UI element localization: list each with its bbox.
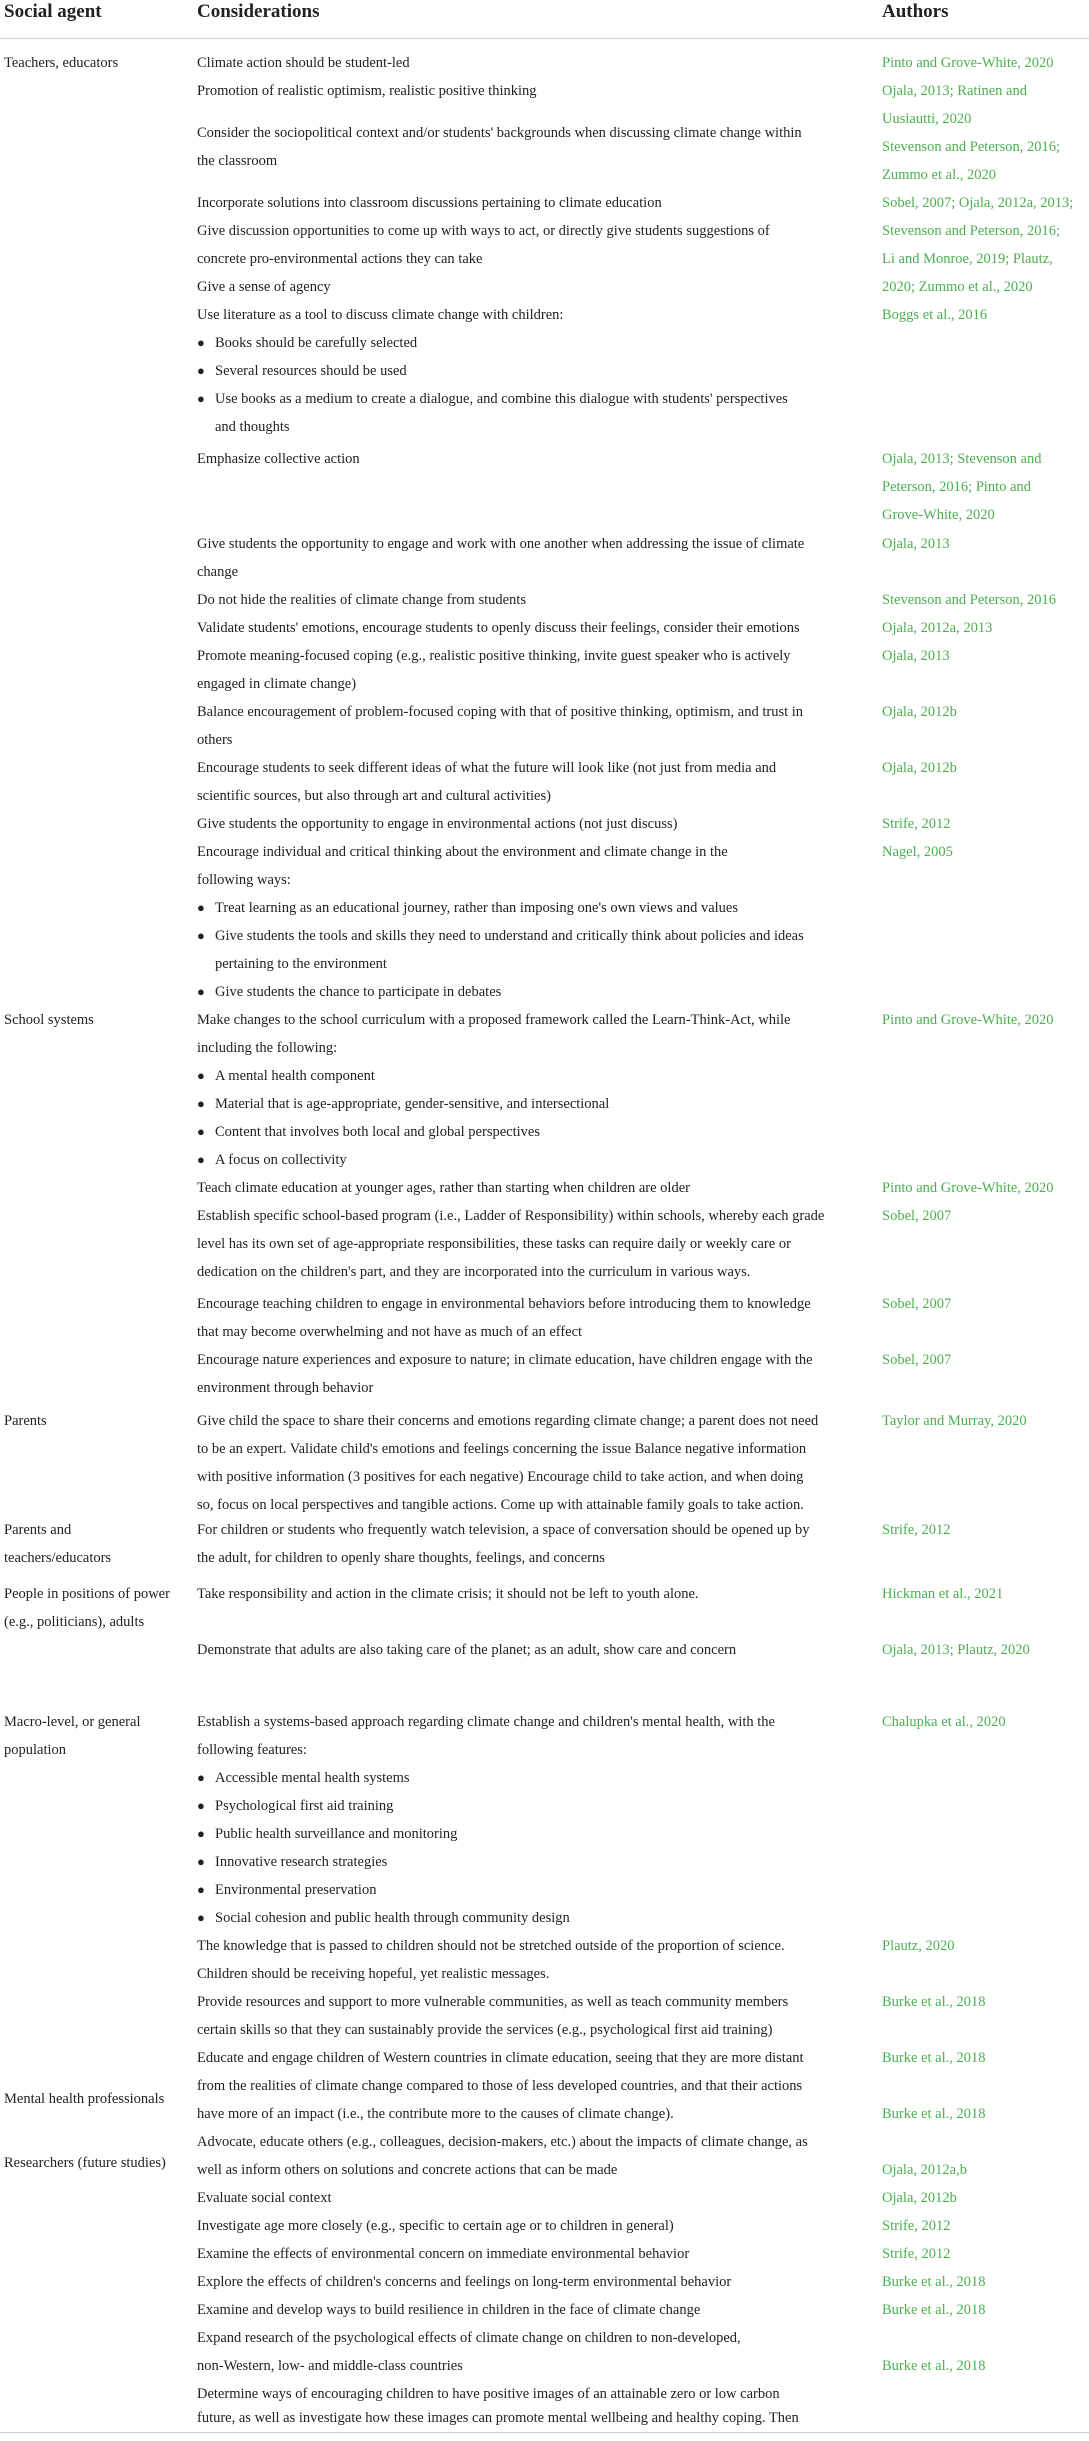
author-citation: Ojala, 2012b: [882, 2190, 957, 2206]
bullet-icon: ●: [197, 1826, 205, 1841]
author-citation: Stevenson and Peterson, 2016: [882, 592, 1056, 608]
author-citation: Pinto and Grove-White, 2020: [882, 55, 1054, 71]
author-citation: Hickman et al., 2021: [882, 1586, 1004, 1602]
author-citation: Ojala, 2013: [882, 648, 950, 664]
consideration-line: Balance encouragement of problem-focused coping with that of positive thinking, optimism, and trust in: [197, 704, 804, 720]
consideration-bullet: ● A focus on collectivity: [197, 1146, 875, 1174]
consideration-line: Incorporate solutions into classroom discussions pertaining to climate education: [197, 195, 662, 211]
consideration-line: Encourage students to seek different ideas of what the future will look like (not just from media and: [197, 760, 777, 776]
consideration-line: Give students the opportunity to engage in environmental actions (not just discuss): [197, 816, 678, 832]
consideration-line: Climate action should be student-led: [197, 55, 410, 71]
author-citation: Chalupka et al., 2020: [882, 1714, 1006, 1730]
consideration-line: Explore the effects of children's concerns and feelings on long-term environmental behavior: [197, 2274, 732, 2290]
author-citation: Strife, 2012: [882, 1522, 951, 1538]
author-citation: Stevenson and Peterson, 2016;: [882, 139, 1061, 155]
author-citation: Sobel, 2007: [882, 1352, 952, 1368]
author-citation: Nagel, 2005: [882, 844, 953, 860]
consideration-line: the adult, for children to openly share thoughts, feelings, and concerns: [197, 1550, 605, 1566]
consideration-bullet-cont: pertaining to the environment: [215, 956, 387, 972]
consideration-line: Give child the space to share their concerns and emotions regarding climate change; a parent does not need: [197, 1413, 819, 1429]
agent-school-systems: School systems: [4, 1012, 94, 1028]
bullet-icon: ●: [197, 1124, 205, 1139]
agent-parents-teachers: Parents and: [4, 1522, 72, 1538]
header-authors: Authors: [882, 1, 949, 22]
header-divider: [0, 38, 1089, 39]
author-citation: Strife, 2012: [882, 2246, 951, 2262]
consideration-line: Consider the sociopolitical context and/or students' backgrounds when discussing climate change within: [197, 125, 802, 141]
consideration-line: Evaluate social context: [197, 2190, 332, 2206]
consideration-bullet: ● Give students the tools and skills they need to understand and critically think about policies and ideas: [197, 922, 875, 950]
consideration-line: future, as well as investigate how these images can promote mental wellbeing and healthy coping. Then: [197, 2410, 799, 2426]
consideration-line: engaged in climate change): [197, 676, 357, 692]
bullet-icon: ●: [197, 1854, 205, 1869]
author-citation: Sobel, 2007; Ojala, 2012a, 2013;: [882, 195, 1074, 211]
consideration-line: including the following:: [197, 1040, 338, 1056]
author-citation: Strife, 2012: [882, 2218, 951, 2234]
consideration-line: certain skills so that they can sustainably provide the services (e.g., psychological first aid training): [197, 2022, 773, 2038]
consideration-line: change: [197, 564, 239, 580]
consideration-line: from the realities of climate change compared to those of less developed countries, and that their actions: [197, 2078, 803, 2094]
consideration-line: Establish a systems-based approach regarding climate change and children's mental health, with the: [197, 1714, 775, 1730]
consideration-line: Establish specific school-based program (i.e., Ladder of Responsibility) within schools, whereby each grade: [197, 1208, 825, 1224]
consideration-line: Give discussion opportunities to come up with ways to act, or directly give students suggestions of: [197, 223, 770, 239]
consideration-line: have more of an impact (i.e., the contribute more to the causes of climate change).: [197, 2106, 674, 2122]
consideration-bullet: ● Environmental preservation: [197, 1876, 875, 1904]
consideration-line: Advocate, educate others (e.g., colleagues, decision-makers, etc.) about the impacts of climate change, as: [197, 2134, 808, 2150]
consideration-line: to be an expert. Validate child's emotions and feelings concerning the issue Balance negative information: [197, 1441, 807, 1457]
consideration-line: Emphasize collective action: [197, 451, 360, 467]
consideration-line: Make changes to the school curriculum with a proposed framework called the Learn-Think-Act, while: [197, 1012, 791, 1028]
author-citation: Pinto and Grove-White, 2020: [882, 1180, 1054, 1196]
consideration-line: so, focus on local perspectives and tangible actions. Come up with attainable family goals to take action.: [197, 1497, 804, 1513]
consideration-line: Encourage teaching children to engage in environmental behaviors before introducing them to knowledge: [197, 1296, 811, 1312]
consideration-bullet: ● Social cohesion and public health through community design: [197, 1904, 875, 1932]
bullet-icon: ●: [197, 900, 205, 915]
consideration-line: environment through behavior: [197, 1380, 374, 1396]
consideration-line: Provide resources and support to more vulnerable communities, as well as teach community members: [197, 1994, 789, 2010]
agent-mental-health: Mental health professionals: [4, 2091, 165, 2107]
consideration-line: with positive information (3 positives for each negative) Encourage child to take action, and when doing: [197, 1469, 804, 1485]
consideration-line: Encourage nature experiences and exposure to nature; in climate education, have children engage with the: [197, 1352, 813, 1368]
author-citation: Pinto and Grove-White, 2020: [882, 1012, 1054, 1028]
author-citation: Ojala, 2013: [882, 536, 950, 552]
bullet-icon: ●: [197, 335, 205, 350]
bullet-icon: ●: [197, 1910, 205, 1925]
agent-parents-teachers-cont: teachers/educators: [4, 1550, 112, 1566]
consideration-bullet: ● A mental health component: [197, 1062, 875, 1090]
consideration-line: For children or students who frequently watch television, a space of conversation should be opened up by: [197, 1522, 810, 1538]
author-citation: Burke et al., 2018: [882, 2302, 986, 2318]
author-citation: Li and Monroe, 2019; Plautz,: [882, 251, 1053, 267]
agent-people-in-power-cont: (e.g., politicians), adults: [4, 1614, 145, 1630]
author-citation: Ojala, 2013; Ratinen and: [882, 83, 1027, 99]
consideration-line: the classroom: [197, 153, 278, 169]
consideration-line: dedication on the children's part, and they are incorporated into the curriculum in various ways.: [197, 1264, 751, 1280]
author-citation: Ojala, 2013; Plautz, 2020: [882, 1642, 1030, 1658]
consideration-bullet: ● Treat learning as an educational journey, rather than imposing one's own views and values: [197, 894, 875, 922]
consideration-line: following ways:: [197, 872, 291, 888]
header-considerations: Considerations: [197, 1, 320, 22]
consideration-bullet: ● Public health surveillance and monitoring: [197, 1820, 875, 1848]
author-citation: Burke et al., 2018: [882, 2274, 986, 2290]
consideration-line: Take responsibility and action in the climate crisis; it should not be left to youth alone.: [197, 1586, 699, 1602]
consideration-line: well as inform others on solutions and concrete actions that can be made: [197, 2162, 618, 2178]
consideration-line: Children should be receiving hopeful, yet realistic messages.: [197, 1966, 550, 1982]
author-citation: Uusiautti, 2020: [882, 111, 972, 127]
agent-parents: Parents: [4, 1413, 47, 1429]
consideration-line: Demonstrate that adults are also taking care of the planet; as an adult, show care and concern: [197, 1642, 737, 1658]
agent-macro-level: Macro-level, or general: [4, 1714, 141, 1730]
consideration-line: Educate and engage children of Western countries in climate education, seeing that they are more distant: [197, 2050, 804, 2066]
consideration-bullet: ● Books should be carefully selected: [197, 329, 875, 357]
author-citation: Ojala, 2012a, 2013: [882, 620, 993, 636]
bullet-icon: ●: [197, 1770, 205, 1785]
consideration-line: Give students the opportunity to engage and work with one another when addressing the issue of climate: [197, 536, 805, 552]
consideration-line: Determine ways of encouraging children to have positive images of an attainable zero or low carbon: [197, 2386, 780, 2402]
consideration-line: Expand research of the psychological effects of climate change on children to non-developed,: [197, 2330, 741, 2346]
author-citation: Stevenson and Peterson, 2016;: [882, 223, 1061, 239]
consideration-line: Teach climate education at younger ages, rather than starting when children are older: [197, 1180, 690, 1196]
consideration-line: Give a sense of agency: [197, 279, 331, 295]
agent-teachers: Teachers, educators: [4, 55, 119, 71]
agent-macro-level-cont: population: [4, 1742, 67, 1758]
bullet-icon: ●: [197, 1152, 205, 1167]
bullet-icon: ●: [197, 1798, 205, 1813]
consideration-line: Encourage individual and critical thinking about the environment and climate change in the: [197, 844, 728, 860]
author-citation: Ojala, 2013; Stevenson and: [882, 451, 1042, 467]
bullet-icon: ●: [197, 928, 205, 943]
author-citation: Ojala, 2012b: [882, 704, 957, 720]
author-citation: Sobel, 2007: [882, 1208, 952, 1224]
consideration-line: that may become overwhelming and not have as much of an effect: [197, 1324, 583, 1340]
author-citation: Burke et al., 2018: [882, 1994, 986, 2010]
consideration-bullet: ● Material that is age-appropriate, gender-sensitive, and intersectional: [197, 1090, 875, 1118]
consideration-bullet: ● Innovative research strategies: [197, 1848, 875, 1876]
consideration-line: The knowledge that is passed to children should not be stretched outside of the proportion of science.: [197, 1938, 785, 1954]
bullet-icon: ●: [197, 1068, 205, 1083]
consideration-bullet: ● Content that involves both local and global perspectives: [197, 1118, 875, 1146]
bullet-icon: ●: [197, 363, 205, 378]
consideration-bullet: ● Accessible mental health systems: [197, 1764, 875, 1792]
consideration-line: Promote meaning-focused coping (e.g., realistic positive thinking, invite guest speaker who is actively: [197, 648, 791, 664]
author-citation: Zummo et al., 2020: [882, 167, 996, 183]
author-citation: Burke et al., 2018: [882, 2358, 986, 2374]
bullet-icon: ●: [197, 1096, 205, 1111]
agent-researchers: Researchers (future studies): [4, 2155, 166, 2171]
consideration-bullet: ● Psychological first aid training: [197, 1792, 875, 1820]
consideration-line: Examine and develop ways to build resilience in children in the face of climate change: [197, 2302, 701, 2318]
author-citation: Boggs et al., 2016: [882, 307, 988, 323]
author-citation: Ojala, 2012a,b: [882, 2162, 967, 2178]
author-citation: Ojala, 2012b: [882, 760, 957, 776]
consideration-line: non-Western, low- and middle-class countries: [197, 2358, 463, 2374]
consideration-bullet: ● Give students the chance to participate in debates: [197, 978, 875, 1006]
header-social-agent: Social agent: [4, 1, 102, 22]
author-citation: Burke et al., 2018: [882, 2106, 986, 2122]
author-citation: Peterson, 2016; Pinto and: [882, 479, 1032, 495]
consideration-line: Investigate age more closely (e.g., specific to certain age or to children in general): [197, 2218, 674, 2234]
bullet-icon: ●: [197, 391, 205, 406]
consideration-line: Promotion of realistic optimism, realistic positive thinking: [197, 83, 537, 99]
bullet-icon: ●: [197, 984, 205, 999]
consideration-bullet: ● Several resources should be used: [197, 357, 875, 385]
bullet-icon: ●: [197, 1882, 205, 1897]
consideration-line: Validate students' emotions, encourage students to openly discuss their feelings, consider their emotions: [197, 620, 800, 636]
table-bottom-divider: [0, 2432, 1089, 2433]
consideration-bullet: ● Use books as a medium to create a dialogue, and combine this dialogue with students' perspectives: [197, 385, 875, 413]
consideration-line: others: [197, 732, 233, 748]
author-citation: Strife, 2012: [882, 816, 951, 832]
author-citation: Taylor and Murray, 2020: [882, 1413, 1027, 1429]
author-citation: 2020; Zummo et al., 2020: [882, 279, 1033, 295]
consideration-line: Use literature as a tool to discuss climate change with children:: [197, 307, 564, 323]
author-citation: Burke et al., 2018: [882, 2050, 986, 2066]
consideration-line: following features:: [197, 1742, 307, 1758]
author-citation: Grove-White, 2020: [882, 507, 995, 523]
author-citation: Sobel, 2007: [882, 1296, 952, 1312]
consideration-line: level has its own set of age-appropriate responsibilities, these tasks can require daily or weekly care or: [197, 1236, 791, 1252]
consideration-line: scientific sources, but also through art and cultural activities): [197, 788, 551, 804]
consideration-line: Do not hide the realities of climate change from students: [197, 592, 526, 608]
agent-people-in-power: People in positions of power: [4, 1586, 170, 1602]
consideration-line: Examine the effects of environmental concern on immediate environmental behavior: [197, 2246, 690, 2262]
author-citation: Plautz, 2020: [882, 1938, 955, 1954]
consideration-bullet-cont: and thoughts: [215, 419, 290, 435]
consideration-line: concrete pro-environmental actions they can take: [197, 251, 483, 267]
